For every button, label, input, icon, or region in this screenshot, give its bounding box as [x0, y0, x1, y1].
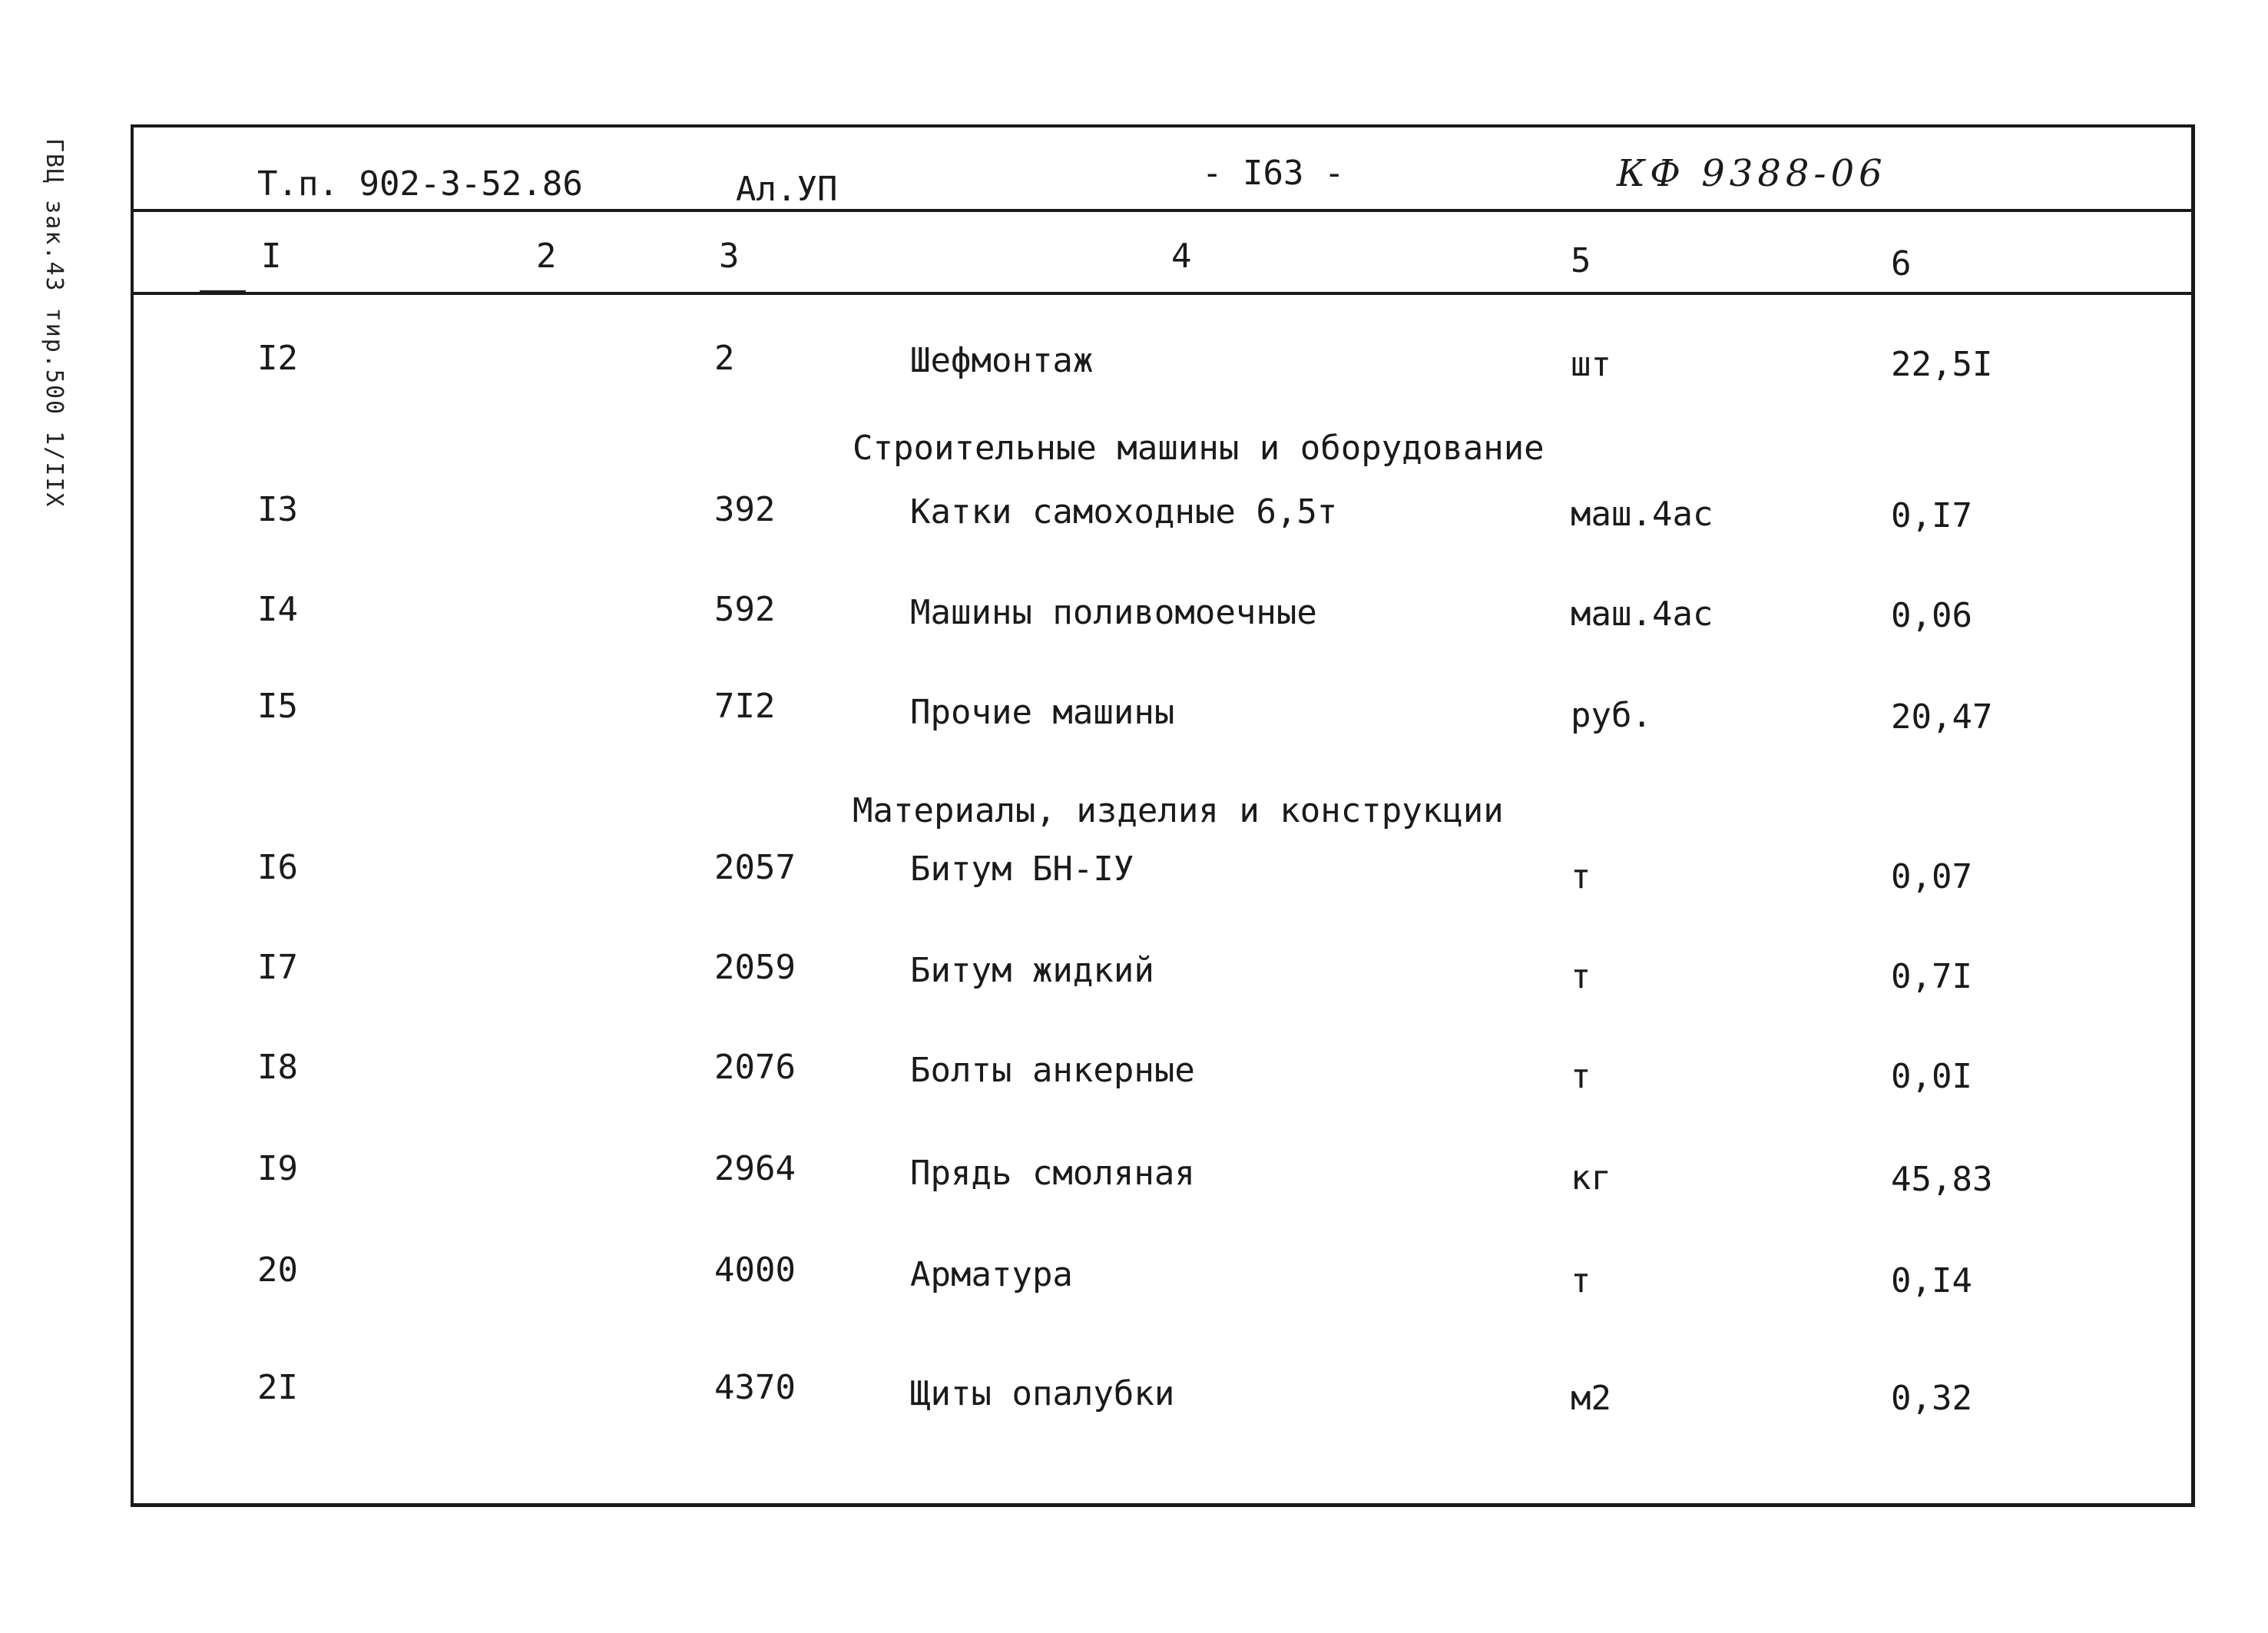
row-number: I9 — [257, 1149, 298, 1188]
table-row — [0, 687, 2268, 744]
row-number: 20 — [257, 1250, 298, 1290]
quantity: 0,07 — [1891, 857, 1972, 896]
unit: руб. — [1571, 696, 1652, 735]
resource-code: 2057 — [714, 848, 796, 887]
quantity: 0,I4 — [1891, 1261, 1972, 1300]
row-number: I6 — [257, 848, 298, 887]
unit: т — [1571, 1057, 1591, 1096]
quantity: 45,83 — [1891, 1160, 1993, 1199]
unit: маш.4ас — [1571, 595, 1713, 634]
resource-name: Прочие машины — [910, 693, 1175, 732]
page-number: - I63 - — [1202, 154, 1345, 193]
quantity: 20,47 — [1891, 697, 1993, 737]
column-number-2: 2 — [536, 237, 557, 276]
column-header-divider — [132, 292, 2194, 295]
resource-code: 2059 — [714, 948, 796, 987]
quantity: 0,06 — [1891, 596, 1972, 635]
row-number: I4 — [257, 590, 298, 629]
quantity: 0,7I — [1891, 957, 1972, 996]
row-number: I2 — [257, 339, 298, 378]
table-row — [0, 1368, 2268, 1425]
table-row — [0, 1048, 2268, 1105]
unit: шт — [1571, 345, 1611, 384]
divider-tick — [200, 290, 246, 293]
resource-name: Прядь смоляная — [910, 1154, 1195, 1193]
row-number: I8 — [257, 1048, 298, 1087]
album-number: Ал.УП — [736, 170, 838, 209]
resource-code: 2 — [714, 339, 735, 378]
row-number: 2I — [257, 1368, 298, 1407]
quantity: 0,0I — [1891, 1057, 1972, 1096]
column-number-1: I — [261, 237, 282, 276]
resource-code: 2964 — [714, 1149, 796, 1188]
resource-name: Машины поливомоечные — [910, 593, 1317, 632]
resource-code: 4370 — [714, 1368, 796, 1407]
unit: т — [1571, 957, 1591, 996]
unit: т — [1571, 1261, 1591, 1300]
table-row — [0, 490, 2268, 547]
resource-code: 392 — [714, 490, 776, 529]
quantity: 22,5I — [1891, 345, 1993, 384]
row-number: I5 — [257, 687, 298, 726]
unit: маш.4ас — [1571, 495, 1713, 534]
resource-code: 592 — [714, 590, 776, 629]
section-heading: Строительные машины и оборудование — [853, 429, 1545, 468]
column-number-4: 4 — [1171, 237, 1192, 276]
resource-name: Шефмонтаж — [910, 341, 1094, 380]
section-heading: Материалы, изделия и конструкции — [853, 791, 1504, 830]
quantity: 0,32 — [1891, 1379, 1972, 1418]
unit: м2 — [1571, 1379, 1611, 1418]
unit: кг — [1571, 1158, 1611, 1197]
resource-name: Битум жидкий — [910, 951, 1154, 990]
table-row — [0, 1250, 2268, 1307]
resource-name: Болты анкерные — [910, 1051, 1195, 1090]
column-number-5: 5 — [1571, 241, 1591, 280]
column-number-6: 6 — [1891, 244, 1912, 283]
table-row — [0, 1149, 2268, 1206]
row-number: I7 — [257, 948, 298, 987]
resource-name: Катки самоходные 6,5т — [910, 492, 1338, 532]
unit: т — [1571, 857, 1591, 896]
resource-code: 4000 — [714, 1250, 796, 1290]
resource-name: Щиты опалубки — [910, 1374, 1175, 1413]
header-divider — [132, 209, 2194, 212]
project-number: Т.п. 902-3-52.86 — [257, 164, 583, 204]
resource-name: Битум БН-IУ — [910, 850, 1134, 889]
document-code: КФ 9388-06 — [1617, 152, 1887, 195]
resource-name: Арматура — [910, 1255, 1073, 1294]
table-row — [0, 948, 2268, 1005]
resource-code: 7I2 — [714, 687, 776, 726]
quantity: 0,I7 — [1891, 496, 1972, 535]
row-number: I3 — [257, 490, 298, 529]
side-print-stamp: ГВЦ зак.43 тир.500 1/IIX — [41, 138, 68, 508]
table-row — [0, 848, 2268, 905]
resource-code: 2076 — [714, 1048, 796, 1087]
table-row — [0, 590, 2268, 647]
column-number-3: 3 — [719, 237, 740, 276]
table-row — [0, 339, 2268, 396]
